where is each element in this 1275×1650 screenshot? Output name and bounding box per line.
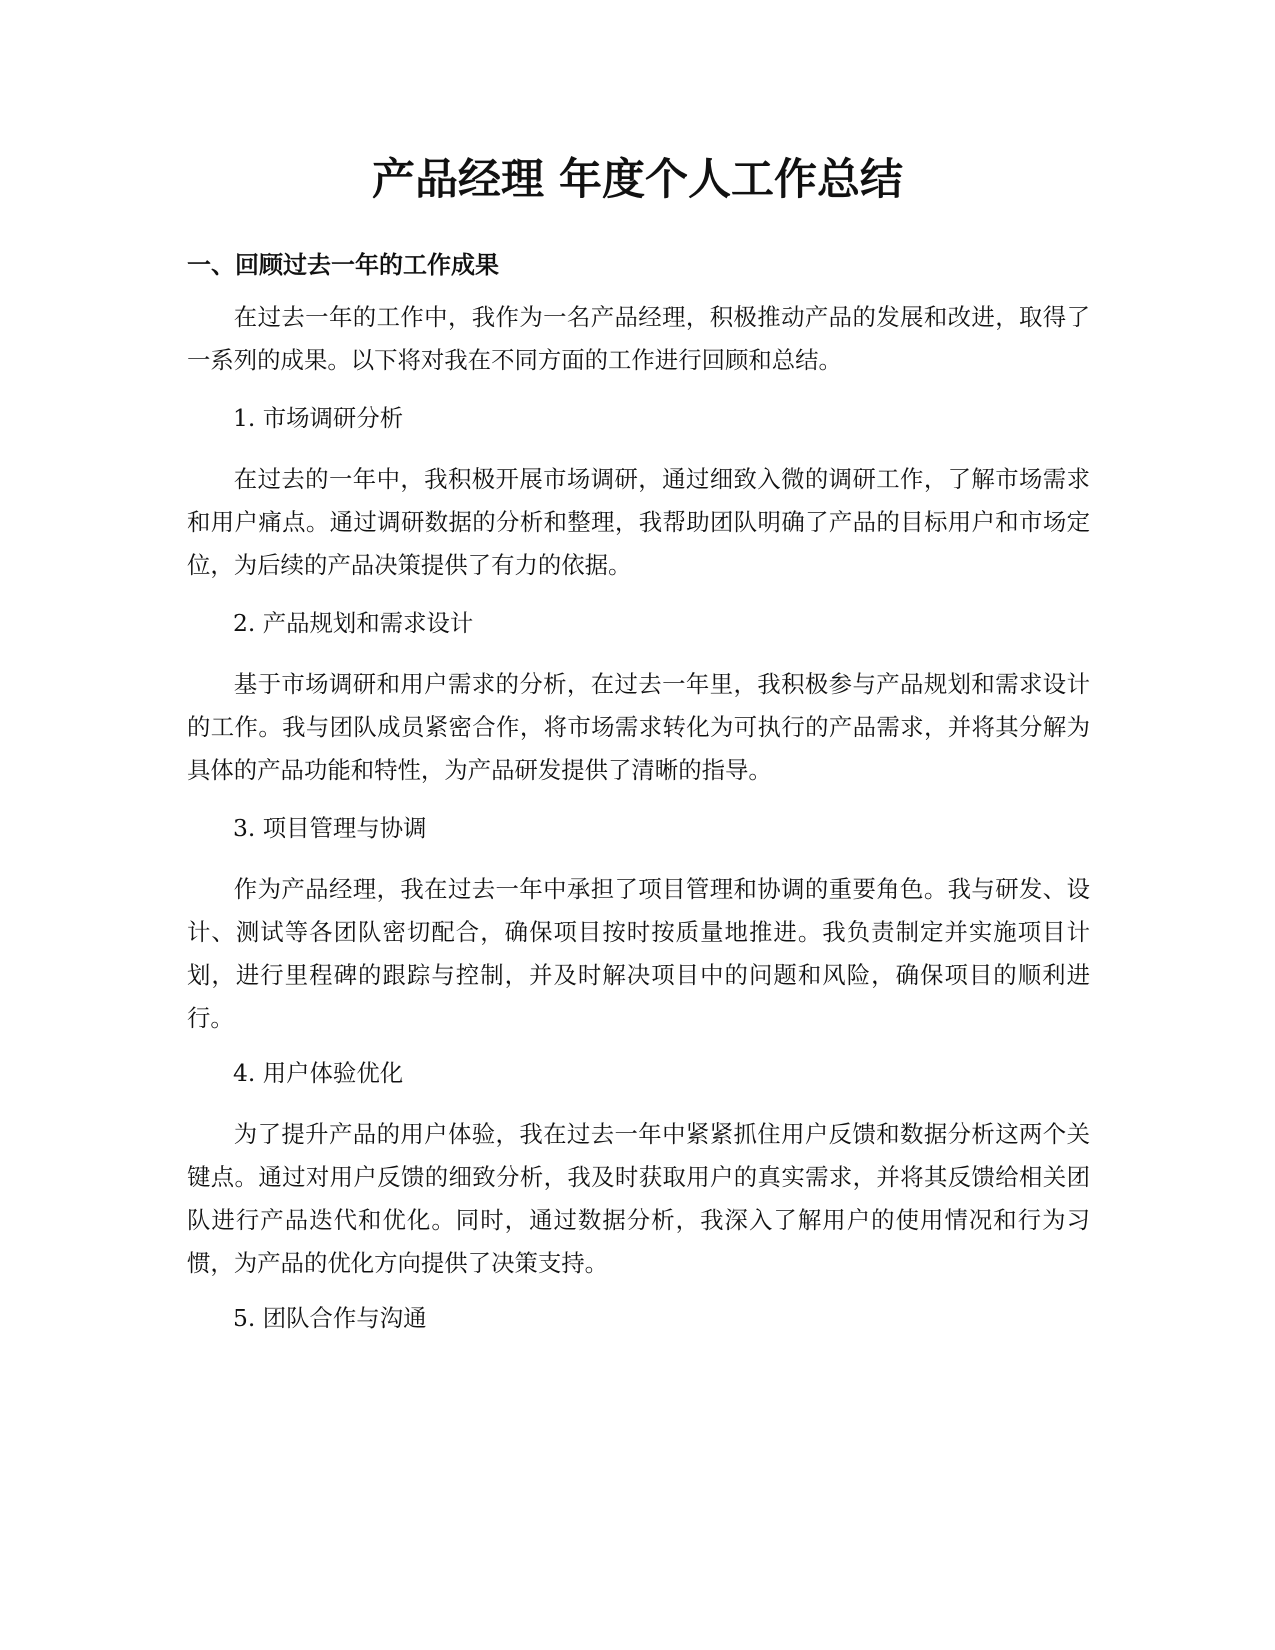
item-body-market-research: 在过去的一年中，我积极开展市场调研，通过细致入微的调研工作，了解市场需求和用户痛点。通过调研数据的分析和整理，我帮助团队明确了产品的目标用户和市场定位，为后续的产品决策提供了有力的依据。 <box>187 465 1090 579</box>
document-title: 产品经理 年度个人工作总结 <box>372 155 903 205</box>
item-body-product-planning: 基于市场调研和用户需求的分析，在过去一年里，我积极参与产品规划和需求设计的工作。我与团队成员紧密合作，将市场需求转化为可执行的产品需求，并将其分解为具体的产品功能和特性，为产品研发提供了清晰的指导。 <box>187 670 1090 784</box>
item-heading-market-research: 1. 市场调研分析 <box>233 404 404 432</box>
intro-paragraph: 在过去一年的工作中，我作为一名产品经理，积极推动产品的发展和改进，取得了一系列的成果。以下将对我在不同方面的工作进行回顾和总结。 <box>187 303 1090 374</box>
item-heading-teamwork: 5. 团队合作与沟通 <box>233 1304 427 1332</box>
item-heading-user-experience: 4. 用户体验优化 <box>233 1059 404 1087</box>
item-heading-product-planning: 2. 产品规划和需求设计 <box>233 609 474 637</box>
item-body-project-management: 作为产品经理，我在过去一年中承担了项目管理和协调的重要角色。我与研发、设计、测试等各团队密切配合，确保项目按时按质量地推进。我负责制定并实施项目计划，进行里程碑的跟踪与控制，并及时解决项目中的问题和风险，确保项目的顺利进行。 <box>187 875 1090 1032</box>
section-heading: 一、回顾过去一年的工作成果 <box>187 251 499 279</box>
item-heading-project-management: 3. 项目管理与协调 <box>233 814 427 842</box>
item-body-user-experience: 为了提升产品的用户体验，我在过去一年中紧紧抓住用户反馈和数据分析这两个关键点。通过对用户反馈的细致分析，我及时获取用户的真实需求，并将其反馈给相关团队进行产品迭代和优化。同时，通过数据分析，我深入了解用户的使用情况和行为习惯，为产品的优化方向提供了决策支持。 <box>187 1120 1090 1277</box>
